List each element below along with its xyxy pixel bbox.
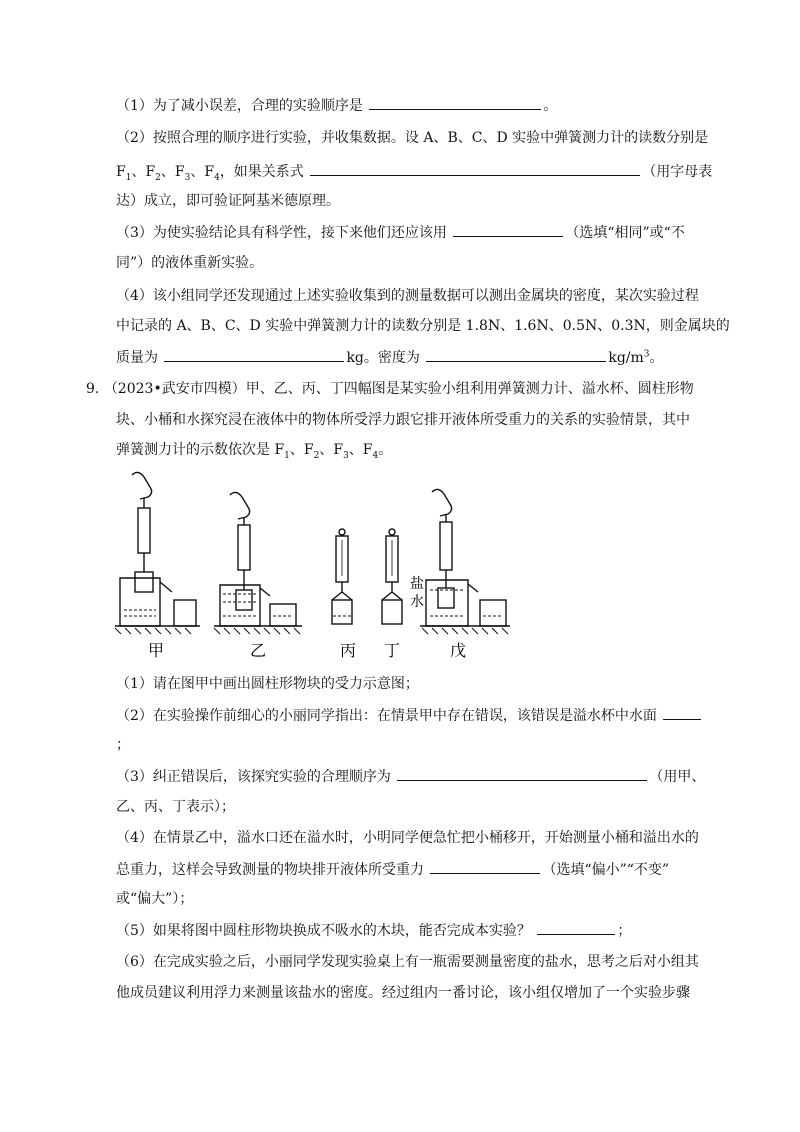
q9-sub2-end: ； [116,737,130,753]
scene-bing [332,529,352,624]
q8-part2-line2: $F_1$、$F_2$、$F_3$、$F_4$，如果关系式 （用字母表 [116,161,712,182]
q9-sub5: （5）如果将图中圆柱形物块换成不吸水的木块，能否完成本实验？ ； [116,920,631,941]
q9-intro-line2: 块、小桶和水探究浸在液体中的物体所受浮力跟它排开液体所受重力的关系的实验情景，其中 [116,412,690,428]
svg-text:水: 水 [410,593,424,609]
q9-intro-line1: 9. （2023•武安市四模）甲、乙、丙、丁四幅图是某实验小组利用弹簧测力计、溢水杯、圆柱形物 [86,381,694,397]
experiment-figure [110,470,710,660]
label-bing: 丙 [340,643,357,660]
q8-part4-line1: （4）该小组同学还发现通过上述实验收集到的测量数据可以测出金属块的密度，某次实验过程 [116,288,699,304]
q9-sub6-line2: 他成员建议利用浮力来测量该盐水的密度。经过组内一番讨论，该小组仅增加了一个实验步骤 [116,985,690,1001]
experiment-diagram [110,470,710,660]
answer-blank-sequence[interactable] [397,766,647,781]
q8-part3-line1: （3）为使实验结论具有科学性，接下来他们还应该用 （选填“相同”或“不 [116,222,685,243]
q9-sub2: （2）在实验操作前细心的小丽同学指出：在情景甲中存在错误，该错误是溢水杯中水面 [116,705,703,726]
answer-blank-liquid[interactable] [453,222,563,237]
q9-intro-line3: 弹簧测力计的示数依次是 $F_1$、$F_2$、$F_3$、$F_4$。 [116,442,393,461]
q9-sub4-line3: 或“偏大”）； [116,891,194,907]
q8-part4-line2: 中记录的 A、B、C、D 实验中弹簧测力计的读数分别是 1.8N、1.6N、0.5N、0.3N，则金属块的 [116,318,730,334]
scene-ding [382,529,402,624]
scene-yi [214,492,302,634]
q8-part3-line2: 同”）的液体重新实验。 [116,255,264,271]
answer-blank-order[interactable] [369,95,541,110]
q9-sub3: （3）纠正错误后，该探究实验的合理顺序为 （用甲、 [116,766,705,787]
label-jia: 甲 [148,643,165,660]
answer-blank-mass[interactable] [164,347,344,362]
q8-part1: （1）为了减小误差，合理的实验顺序是 。 [116,95,557,116]
label-wu: 戊 [450,643,467,660]
q9-sub4-line2: 总重力，这样会导致测量的物块排开液体所受重力 （选填“偏小”“不变” [116,859,669,880]
answer-blank-density[interactable] [426,347,606,362]
question-number: 9. [86,381,100,397]
q9-sub6-line1: （6）在完成实验之后，小丽同学发现实验桌上有一瓶需要测量密度的盐水，思考之后对小组其 [116,954,699,970]
label-ding: 丁 [384,643,401,660]
q8-part2-line3: 达）成立，即可验证阿基米德原理。 [116,193,340,209]
q9-sub4-line1: （4）在情景乙中，溢水口还在溢水时，小明同学便急忙把小桶移开，开始测量小桶和溢出水的 [116,830,699,846]
salt-water-label: 盐 [410,575,424,591]
q8-part4-line3: 质量为 kg。密度为 $kg/m^3$。 [116,347,664,368]
q8-part2-line1: （2）按照合理的顺序进行实验，并收集数据。设 A、B、C、D 实验中弹簧测力计的读数分别是 [116,130,709,146]
answer-blank-gravity[interactable] [430,859,540,874]
answer-blank-wood[interactable] [537,920,615,935]
scene-wu [420,489,510,634]
answer-blank-error[interactable] [663,705,701,720]
answer-blank-relation[interactable] [310,161,640,176]
q9-sub3-line2: 乙、丙、丁表示）； [116,799,235,815]
scene-jia [115,472,200,634]
q9-sub1: （1）请在图甲中画出圆柱形物块的受力示意图； [116,676,419,692]
label-yi: 乙 [250,643,267,660]
